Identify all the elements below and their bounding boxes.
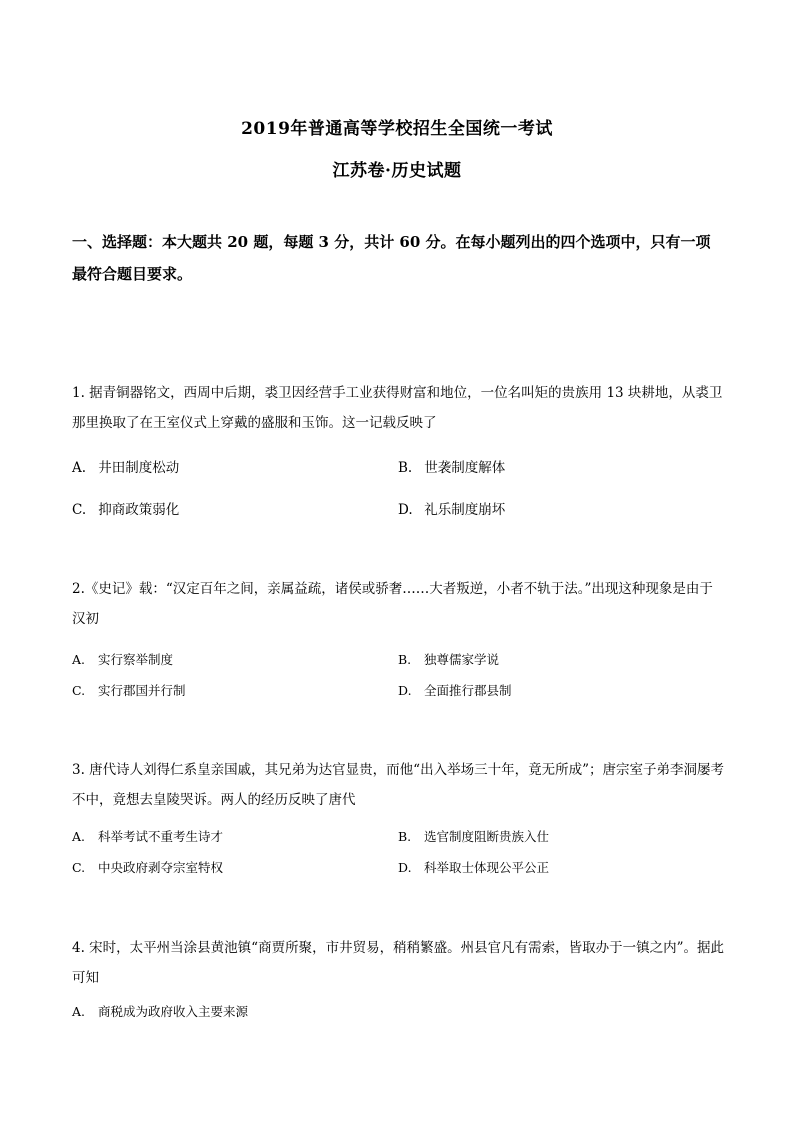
question-1-option-d [398,498,505,518]
option-label: D. [398,502,413,518]
option-text: 中央政府剥夺宗室特权 [97,860,223,875]
option-text: 科举考试不重考生诗才 [97,829,223,844]
option-label: C. [72,860,86,875]
option-label: B. [398,460,413,476]
option-text: 礼乐制度崩坏 [424,502,506,518]
question-1-option-b [398,456,505,476]
question-3-option-c [72,858,223,876]
option-label: A. [72,829,86,844]
option-label: B. [398,829,412,844]
option-label: B. [398,652,412,667]
question-1-option-a [72,456,179,476]
option-label: A. [72,1004,86,1019]
option-label: C. [72,502,87,518]
option-text: 井田制度松动 [98,460,180,476]
question-4-stem: 4. 宋时，太平州当涂县黄池镇“商贾所聚，市井贸易，稍稍繁盛。州县官凡有需索，皆取办于一镇之内”。据此可知 [72,940,724,986]
question-3-option-d [398,858,549,876]
question-4-option-a [72,1002,248,1020]
option-label: A. [72,652,86,667]
section-heading: 一、选择题：本大题共 20 题，每题 3 分，共计 60 分。在每小题列出的四个选项中，只有一项最符合题目要求。 [72,233,711,283]
option-text: 全面推行郡县制 [423,683,512,698]
question-2-option-b [398,650,499,668]
exam-title: 2019年普通高等学校招生全国统一考试 [241,119,553,139]
option-text: 商税成为政府收入主要来源 [97,1004,248,1019]
option-text: 实行察举制度 [97,652,173,667]
question-2-stem: 2.《史记》载：“汉定百年之间，亲属益疏，诸侯或骄奢……大者叛逆，小者不轨于法。”出现这种现象是由于汉初 [72,581,713,627]
question-3-option-a [72,827,223,845]
question-3-stem: 3. 唐代诗人刘得仁系皇亲国戚，其兄弟为达官显贵，而他“出入举场三十年，竟无所成”；唐宗室子弟李洞屡考不中，竟想去皇陵哭诉。两人的经历反映了唐代 [72,762,724,808]
exam-subtitle: 江苏卷·历史试题 [332,161,462,181]
option-text: 世袭制度解体 [424,460,506,476]
question-3-option-b [398,827,549,845]
option-label: D. [398,860,412,875]
question-2-option-c [72,681,186,699]
option-label: D. [398,683,412,698]
option-text: 科举取士体现公平公正 [423,860,549,875]
option-label: C. [72,683,86,698]
option-text: 实行郡国并行制 [97,683,186,698]
question-2-option-a [72,650,173,668]
question-1-stem: 1. 据青铜器铭文，西周中后期，裘卫因经营手工业获得财富和地位，一位名叫矩的贵族用 13 块耕地，从裘卫那里换取了在王室仪式上穿戴的盛服和玉饰。这一记载反映了 [72,385,723,431]
option-label: A. [72,460,87,476]
option-text: 选官制度阻断贵族入仕 [423,829,549,844]
option-text: 抑商政策弱化 [98,502,180,518]
option-text: 独尊儒家学说 [423,652,499,667]
question-2-option-d [398,681,512,699]
question-1-option-c [72,498,179,518]
